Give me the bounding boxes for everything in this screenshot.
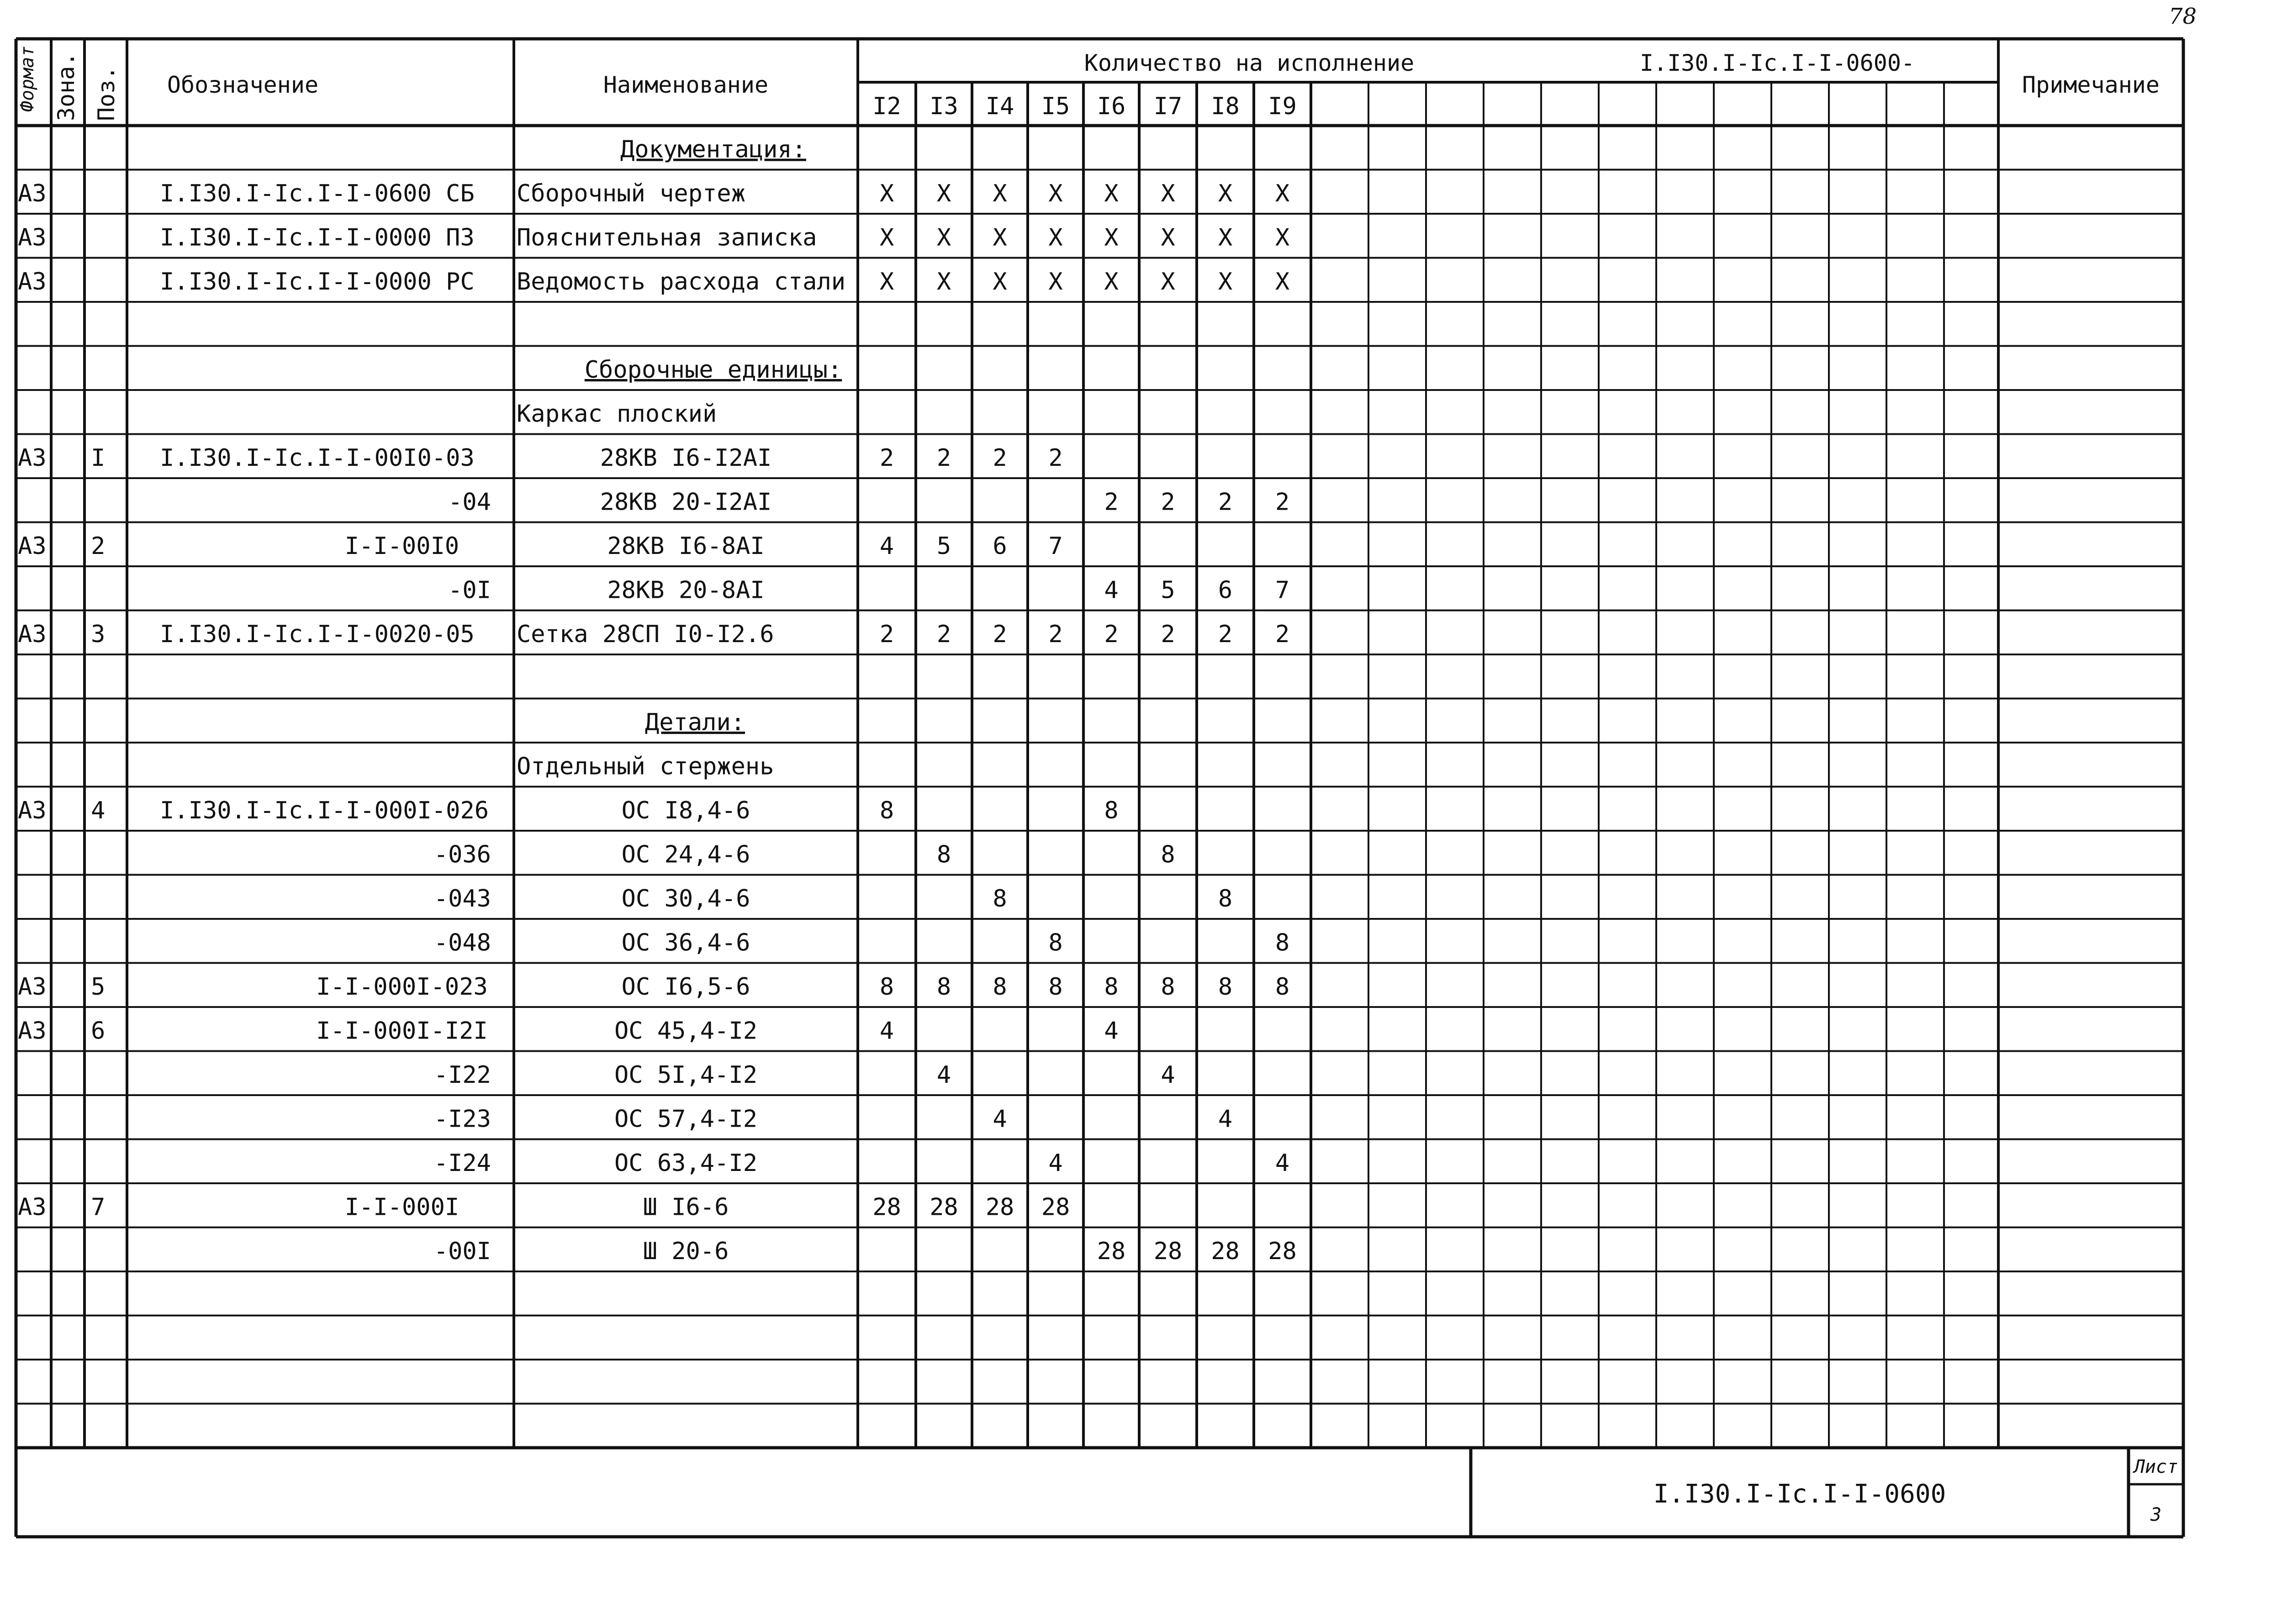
row-format: A3 bbox=[18, 1193, 47, 1221]
quantity-cell: 2 bbox=[1161, 620, 1175, 648]
variant-header: I7 bbox=[1153, 93, 1183, 120]
quantity-cell: X bbox=[1275, 268, 1290, 295]
quantity-cell: 8 bbox=[879, 973, 894, 1001]
quantity-cell: 28 bbox=[930, 1193, 958, 1221]
row-name: ОС 63,4-I2 bbox=[614, 1149, 758, 1177]
quantity-cell: 8 bbox=[1218, 885, 1233, 912]
row-designation: -048 bbox=[433, 929, 491, 957]
quantity-cell: 8 bbox=[1048, 929, 1063, 957]
row-designation: I.I30.I-Ic.I-I-0000 РС bbox=[160, 268, 475, 295]
quantity-cell: 4 bbox=[993, 1105, 1007, 1133]
row-format: A3 bbox=[18, 1017, 47, 1045]
variant-header: I5 bbox=[1041, 93, 1070, 120]
row-name: ОС 5I,4-I2 bbox=[614, 1061, 758, 1089]
quantity-cell: 2 bbox=[1048, 444, 1063, 472]
quantity-cell: 8 bbox=[1275, 973, 1290, 1001]
quantity-cell: 2 bbox=[993, 444, 1007, 472]
row-name: 28КВ 20-I2AI bbox=[600, 488, 772, 516]
quantity-cell: 7 bbox=[1275, 576, 1290, 604]
row-designation: I-I-00I0 bbox=[344, 532, 460, 560]
header-name: Наименование bbox=[603, 72, 769, 98]
quantity-cell: 8 bbox=[879, 796, 894, 824]
header-quantity: Количество на исполнение bbox=[1084, 50, 1415, 76]
row-designation: I.I30.I-Ic.I-I-0600 СБ bbox=[160, 179, 475, 207]
row-format: A3 bbox=[18, 973, 47, 1001]
row-position: 5 bbox=[91, 973, 106, 1001]
section-heading: Детали: bbox=[644, 708, 745, 736]
row-position: 2 bbox=[91, 532, 106, 560]
header-doc-prefix: I.I30.I-Ic.I-I-0600- bbox=[1640, 50, 1915, 76]
row-designation: I-I-000I-I2I bbox=[316, 1017, 488, 1045]
quantity-cell: 8 bbox=[1275, 929, 1290, 957]
row-name: 28КВ 20-8AI bbox=[607, 576, 765, 604]
quantity-cell: X bbox=[1218, 268, 1233, 295]
row-designation: -04 bbox=[448, 488, 491, 516]
quantity-cell: X bbox=[1104, 268, 1119, 295]
quantity-cell: 28 bbox=[1211, 1237, 1240, 1265]
quantity-cell: 2 bbox=[1048, 620, 1063, 648]
quantity-cell: 6 bbox=[993, 532, 1007, 560]
quantity-cell: X bbox=[1218, 179, 1233, 207]
row-position: 7 bbox=[91, 1193, 106, 1221]
title-block-sheet: 3 bbox=[2150, 1504, 2162, 1525]
quantity-cell: 2 bbox=[936, 444, 951, 472]
quantity-cell: 2 bbox=[879, 444, 894, 472]
row-designation: I-I-000I bbox=[344, 1193, 460, 1221]
row-name: ОС 36,4-6 bbox=[621, 929, 750, 957]
row-designation: I.I30.I-Ic.I-I-000I-026 bbox=[160, 796, 489, 824]
quantity-cell: X bbox=[1048, 179, 1063, 207]
row-name: 28КВ I6-I2AI bbox=[600, 444, 772, 472]
variant-header: I2 bbox=[872, 93, 901, 120]
quantity-cell: X bbox=[993, 268, 1007, 295]
row-name: ОС 45,4-I2 bbox=[614, 1017, 758, 1045]
quantity-cell: X bbox=[1048, 224, 1063, 252]
quantity-cell: 8 bbox=[936, 973, 951, 1001]
row-name: Ведомость расхода стали bbox=[517, 268, 846, 295]
row-format: A3 bbox=[18, 620, 47, 648]
quantity-cell: 4 bbox=[1048, 1149, 1063, 1177]
quantity-cell: 4 bbox=[1218, 1105, 1233, 1133]
row-designation: -I22 bbox=[433, 1061, 491, 1089]
row-name: ОС 30,4-6 bbox=[621, 885, 750, 912]
variant-header: I6 bbox=[1097, 93, 1126, 120]
quantity-cell: 5 bbox=[936, 532, 951, 560]
row-position: 3 bbox=[91, 620, 106, 648]
header-zone: Зона. bbox=[53, 52, 79, 121]
row-designation: -036 bbox=[433, 841, 491, 869]
row-format: A3 bbox=[18, 224, 47, 252]
title-block-sheet-label: Лист bbox=[2134, 1456, 2178, 1477]
quantity-cell: 4 bbox=[1104, 1017, 1119, 1045]
section-heading: Документация: bbox=[620, 136, 806, 163]
row-designation: -00I bbox=[433, 1237, 491, 1265]
row-format: A3 bbox=[18, 444, 47, 472]
quantity-cell: 28 bbox=[1041, 1193, 1070, 1221]
row-name: Сборочный чертеж bbox=[517, 179, 745, 207]
row-format: A3 bbox=[18, 268, 47, 295]
section-heading: Сборочные единицы: bbox=[584, 356, 842, 384]
quantity-cell: X bbox=[993, 179, 1007, 207]
variant-header: I3 bbox=[930, 93, 958, 120]
quantity-cell: 8 bbox=[1161, 841, 1175, 869]
quantity-cell: 8 bbox=[1048, 973, 1063, 1001]
quantity-cell: 8 bbox=[1218, 973, 1233, 1001]
row-format: A3 bbox=[18, 796, 47, 824]
variant-header: I8 bbox=[1211, 93, 1240, 120]
row-name: Каркас плоский bbox=[517, 400, 717, 428]
row-format: A3 bbox=[18, 532, 47, 560]
row-name: ОС I6,5-6 bbox=[621, 973, 750, 1001]
quantity-cell: 2 bbox=[1275, 620, 1290, 648]
variant-header: I9 bbox=[1268, 93, 1297, 120]
quantity-cell: 2 bbox=[1275, 488, 1290, 516]
row-name: Ш I6-6 bbox=[643, 1193, 729, 1221]
quantity-cell: 28 bbox=[985, 1193, 1014, 1221]
quantity-cell: 4 bbox=[1104, 576, 1119, 604]
quantity-cell: 4 bbox=[936, 1061, 951, 1089]
title-block-code: I.I30.I-Ic.I-I-0600 bbox=[1653, 1479, 1946, 1509]
quantity-cell: 2 bbox=[879, 620, 894, 648]
quantity-cell: 2 bbox=[1218, 488, 1233, 516]
quantity-cell: X bbox=[1218, 224, 1233, 252]
sheet-number: 78 bbox=[2169, 4, 2197, 29]
row-designation: I.I30.I-Ic.I-I-00I0-03 bbox=[160, 444, 475, 472]
row-name: Сетка 28СП I0-I2.6 bbox=[517, 620, 774, 648]
quantity-cell: 8 bbox=[1161, 973, 1175, 1001]
row-designation: -I23 bbox=[433, 1105, 491, 1133]
quantity-cell: X bbox=[879, 224, 894, 252]
quantity-cell: 28 bbox=[872, 1193, 901, 1221]
row-designation: I.I30.I-Ic.I-I-0000 ПЗ bbox=[160, 224, 475, 252]
row-position: I bbox=[91, 444, 106, 472]
quantity-cell: X bbox=[1048, 268, 1063, 295]
quantity-cell: X bbox=[879, 268, 894, 295]
quantity-cell: X bbox=[879, 179, 894, 207]
quantity-cell: 2 bbox=[1161, 488, 1175, 516]
quantity-cell: X bbox=[1161, 179, 1175, 207]
row-designation: -I24 bbox=[433, 1149, 491, 1177]
row-designation: I.I30.I-Ic.I-I-0020-05 bbox=[160, 620, 475, 648]
quantity-cell: X bbox=[1104, 224, 1119, 252]
row-designation: -0I bbox=[448, 576, 491, 604]
quantity-cell: 4 bbox=[879, 1017, 894, 1045]
quantity-cell: 8 bbox=[1104, 796, 1119, 824]
quantity-cell: 28 bbox=[1153, 1237, 1183, 1265]
quantity-cell: X bbox=[993, 224, 1007, 252]
quantity-cell: X bbox=[1104, 179, 1119, 207]
quantity-cell: X bbox=[936, 179, 951, 207]
quantity-cell: 2 bbox=[1104, 620, 1119, 648]
header-format: Формат bbox=[17, 46, 38, 112]
header-designation: Обозначение bbox=[167, 72, 319, 98]
row-position: 6 bbox=[91, 1017, 106, 1045]
row-name: Пояснительная записка bbox=[517, 224, 817, 252]
quantity-cell: 28 bbox=[1268, 1237, 1297, 1265]
header-note: Примечание bbox=[2022, 72, 2160, 98]
quantity-cell: 2 bbox=[936, 620, 951, 648]
row-name: ОС I8,4-6 bbox=[621, 796, 750, 824]
quantity-cell: X bbox=[1275, 224, 1290, 252]
quantity-cell: 2 bbox=[993, 620, 1007, 648]
row-name: ОС 24,4-6 bbox=[621, 841, 750, 869]
quantity-cell: 8 bbox=[936, 841, 951, 869]
variant-header: I4 bbox=[985, 93, 1014, 120]
quantity-cell: 4 bbox=[1275, 1149, 1290, 1177]
quantity-cell: X bbox=[1161, 224, 1175, 252]
header-position: Поз. bbox=[93, 66, 120, 121]
quantity-cell: 5 bbox=[1161, 576, 1175, 604]
row-name: Ш 20-6 bbox=[643, 1237, 729, 1265]
quantity-cell: 2 bbox=[1104, 488, 1119, 516]
row-designation: -043 bbox=[433, 885, 491, 912]
quantity-cell: 6 bbox=[1218, 576, 1233, 604]
quantity-cell: 4 bbox=[879, 532, 894, 560]
quantity-cell: X bbox=[1161, 268, 1175, 295]
quantity-cell: 8 bbox=[993, 973, 1007, 1001]
quantity-cell: 2 bbox=[1218, 620, 1233, 648]
quantity-cell: 4 bbox=[1161, 1061, 1175, 1089]
quantity-cell: 8 bbox=[993, 885, 1007, 912]
quantity-cell: 7 bbox=[1048, 532, 1063, 560]
quantity-cell: X bbox=[936, 224, 951, 252]
quantity-cell: X bbox=[936, 268, 951, 295]
row-designation: I-I-000I-023 bbox=[316, 973, 488, 1001]
quantity-cell: X bbox=[1275, 179, 1290, 207]
row-position: 4 bbox=[91, 796, 106, 824]
quantity-cell: 28 bbox=[1097, 1237, 1126, 1265]
row-name: ОС 57,4-I2 bbox=[614, 1105, 758, 1133]
row-name: Отдельный стержень bbox=[517, 753, 774, 780]
row-name: 28КВ I6-8AI bbox=[607, 532, 765, 560]
row-format: A3 bbox=[18, 179, 47, 207]
quantity-cell: 8 bbox=[1104, 973, 1119, 1001]
